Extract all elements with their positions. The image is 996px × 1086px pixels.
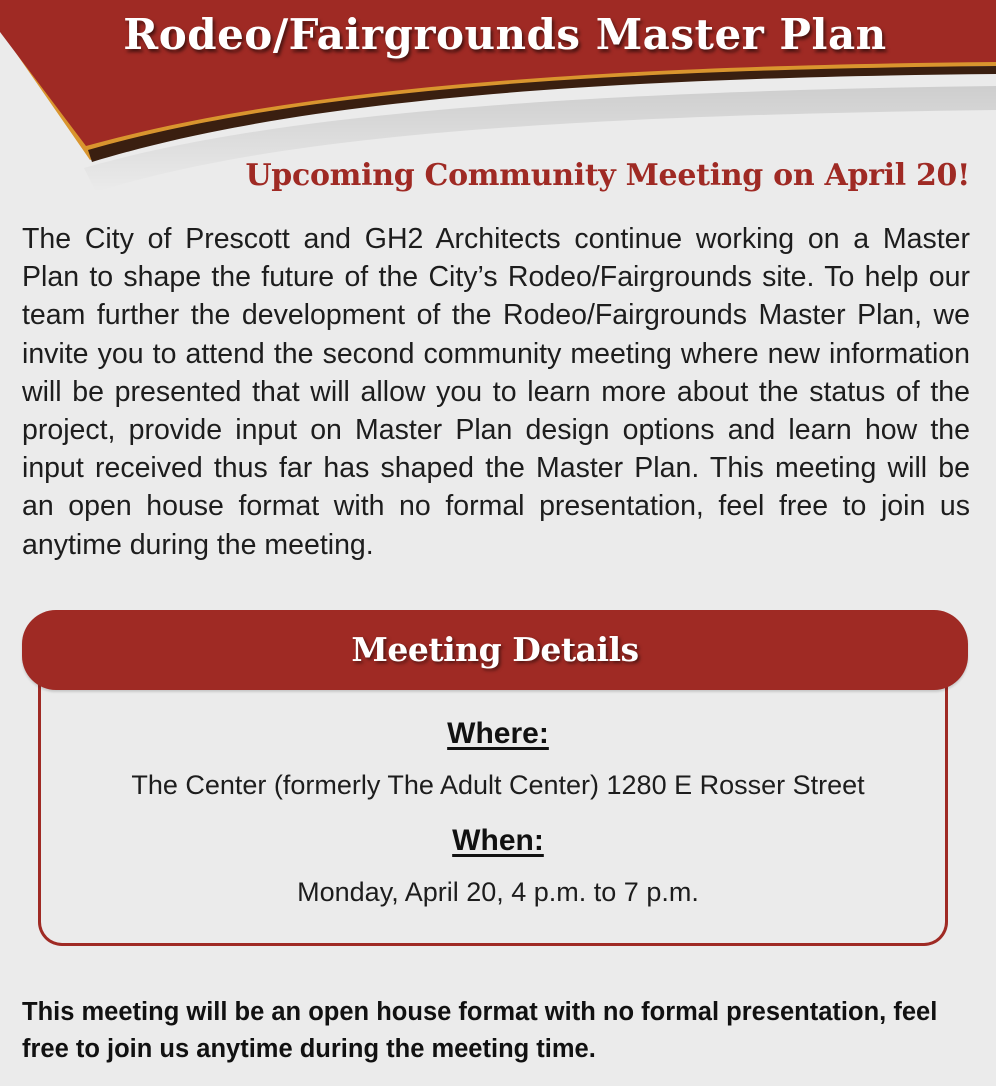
page-title: Rodeo/Fairgrounds Master Plan [123, 10, 887, 59]
closing-note: This meeting will be an open house format with no formal presentation, feel free to join us anytime during the meeting time. [22, 998, 938, 1063]
meeting-announcement-heading: Upcoming Community Meeting on April 20! [245, 158, 970, 193]
when-value: Monday, April 20, 4 p.m. to 7 p.m. [297, 877, 699, 907]
where-label: Where: [447, 717, 549, 750]
where-value: The Center (formerly The Adult Center) 1280 E Rosser Street [131, 770, 865, 800]
intro-paragraph: The City of Prescott and GH2 Architects continue working on a Master Plan to shape the future of the City’s Rodeo/Fairgrounds site. To help our team further the development of the Rodeo/Fairgrounds Master Plan, we invite you to attend the second community meeting where new information will be presented that will allow you to learn more about the status of the project, provide input on Master Plan design options and learn how the input received thus far has shaped the Master Plan. This meeting will be an open house format with no formal presentation, feel free to join us anytime during the meeting. [22, 223, 970, 561]
when-label: When: [452, 824, 544, 857]
meeting-details-header [22, 610, 968, 690]
meeting-details-title: Meeting Details [351, 630, 639, 669]
